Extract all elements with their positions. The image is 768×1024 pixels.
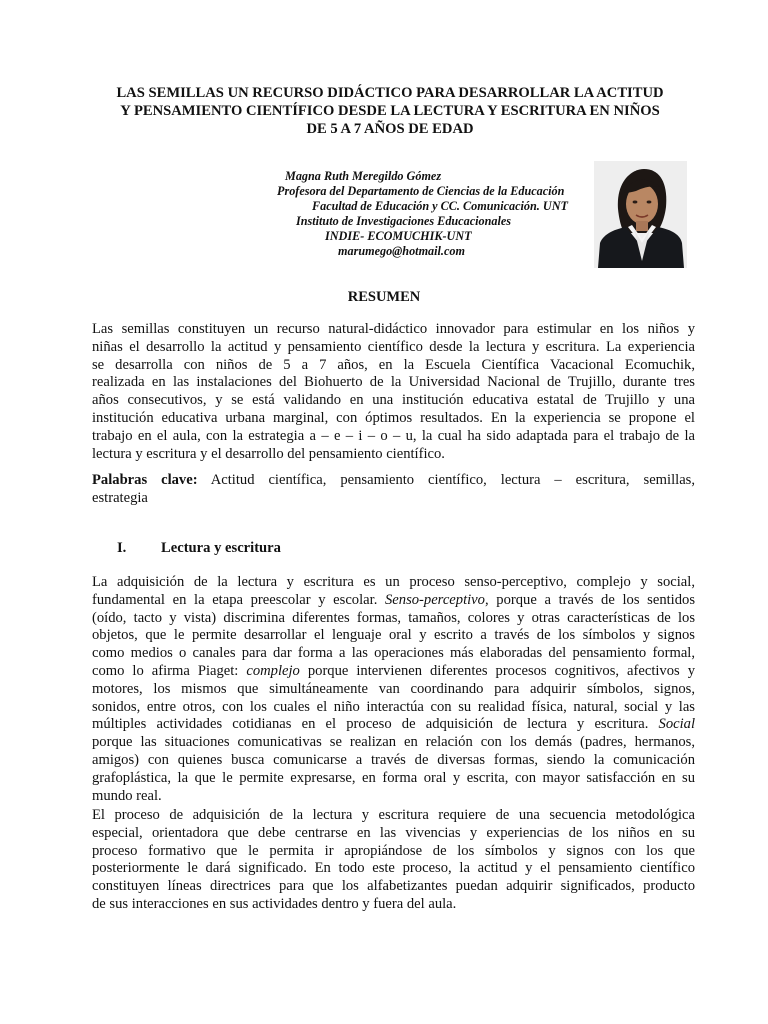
section-heading bbox=[117, 540, 281, 557]
keywords-paragraph bbox=[92, 472, 695, 508]
text-line: años consecutivos, y se está validando en una institución educativa estatal de Trujillo y una bbox=[92, 392, 695, 409]
text-line: como medios o canales para dar forma a las operaciones más elaboradas del pensamiento formal, bbox=[92, 645, 695, 662]
text-line: constituyen líneas directrices para que los alfabetizantes puedan adquirir significados, producto bbox=[92, 878, 695, 895]
text-line: lectura y escritura y el desarrollo del pensamiento científico. bbox=[92, 445, 445, 462]
abstract-heading: RESUMEN bbox=[347, 289, 421, 305]
title-line: DE 5 A 7 AÑOS DE EDAD bbox=[306, 121, 474, 137]
text-line: mundo real. bbox=[92, 787, 162, 804]
section-title: Lectura y escritura bbox=[161, 540, 281, 556]
text-line: se desarrolla con niños de 5 a 7 años, en la Escuela Científica Vacacional Ecomuchik, bbox=[92, 356, 695, 373]
text-line: como lo afirma Piaget: complejo porque intervienen diferentes procesos cognitivos, afectivos y bbox=[92, 662, 695, 679]
text-line: múltiples actividades cotidianas en el proceso de adquisición de lectura y escritura. Social bbox=[92, 716, 695, 733]
title-line: LAS SEMILLAS UN RECURSO DIDÁCTICO PARA DESARROLLAR LA ACTITUD bbox=[116, 85, 664, 101]
keywords-text: estrategia bbox=[92, 489, 148, 506]
text-line: (oído, tacto y vista) discrimina diferentes formas, tamaños, colores y otras características de los bbox=[92, 609, 695, 626]
text-line: niñas el desarrollo la actitud y pensamiento científico desde la lectura y escritura. La experiencia bbox=[92, 338, 695, 355]
text-line: trabajo en el aula, con la estrategia a – e – i – o – u, la cual ha sido adaptada para el trabajo de la bbox=[92, 427, 695, 444]
text-line: motores, los mismos que simultáneamente van coordinando para adquirir símbolos, signos, bbox=[92, 680, 695, 697]
keywords-line bbox=[92, 472, 695, 490]
abstract-paragraph bbox=[92, 321, 695, 463]
text-line: fundamental en la etapa preescolar y escolar. Senso-perceptivo, porque a través de los sentidos bbox=[92, 591, 695, 608]
title-line: Y PENSAMIENTO CIENTÍFICO DESDE LA LECTURA Y ESCRITURA EN NIÑOS bbox=[120, 103, 660, 119]
text-line: realizada en las instalaciones del Biohuerto de la Universidad Nacional de Trujillo, durante tres bbox=[92, 374, 695, 391]
author-affiliation: Instituto de Investigaciones Educacionales bbox=[296, 214, 511, 228]
text-line: sonidos, entre otros, con los cuales el niño interactúa con su realidad física, natural, social y las bbox=[92, 698, 695, 715]
text-line: Las semillas constituyen un recurso natural-didáctico innovador para estimular en los niños y bbox=[92, 321, 695, 337]
text-line: grafoplástica, la que le permite expresarse, en forma oral y escrita, con mayor satisfacción en su bbox=[92, 769, 695, 786]
author-affiliation: Facultad de Educación y CC. Comunicación. UNT bbox=[312, 199, 568, 213]
text-line: institución educativa urbana marginal, con óptimos resultados. En la experiencia se propone el bbox=[92, 409, 695, 426]
emphasis: Senso-perceptivo bbox=[385, 591, 485, 608]
body-paragraph bbox=[92, 807, 695, 914]
keywords-text: Actitud científica, pensamiento científico, lectura – escritura, semillas, bbox=[197, 472, 695, 488]
author-affiliation: Profesora del Departamento de Ciencias de la Educación bbox=[277, 184, 565, 198]
paper-title bbox=[80, 84, 700, 138]
text-line: amigos) con quienes busca comunicarse a través de diversas formas, siendo la comunicación bbox=[92, 751, 695, 768]
author-affiliation: INDIE- ECOMUCHIK-UNT bbox=[325, 229, 472, 243]
emphasis: complejo bbox=[246, 662, 300, 679]
text-line: especial, orientadora que debe centrarse en las vivencias y experiencias de los niños en su bbox=[92, 824, 695, 841]
text-line: proceso formativo que le permita ir apropiándose de los símbolos y signos con los que bbox=[92, 842, 695, 859]
author-photo bbox=[594, 161, 687, 268]
text-line: objetos, que le permite desarrollar el lenguaje oral y escrito a través de los símbolos y signos bbox=[92, 627, 695, 644]
section-number: I. bbox=[117, 540, 127, 556]
text-line: posteriormente le dará significado. En todo este proceso, la actitud y el pensamiento científico bbox=[92, 860, 695, 877]
author-name: Magna Ruth Meregildo Gómez bbox=[285, 169, 442, 183]
text-line: La adquisición de la lectura y escritura es un proceso senso-perceptivo, complejo y social, bbox=[92, 574, 695, 590]
body-paragraph bbox=[92, 574, 695, 805]
keywords-label: Palabras clave: bbox=[92, 472, 198, 488]
text-line: porque las situaciones comunicativas se realizan en relación con los demás (padres, hermanos, bbox=[92, 734, 695, 751]
text-line: El proceso de adquisición de la lectura y escritura requiere de una secuencia metodológica bbox=[92, 807, 695, 823]
text-line: de sus interacciones en sus actividades dentro y fuera del aula. bbox=[92, 895, 457, 912]
emphasis: Social bbox=[658, 716, 695, 733]
author-email: marumego@hotmail.com bbox=[338, 244, 465, 258]
